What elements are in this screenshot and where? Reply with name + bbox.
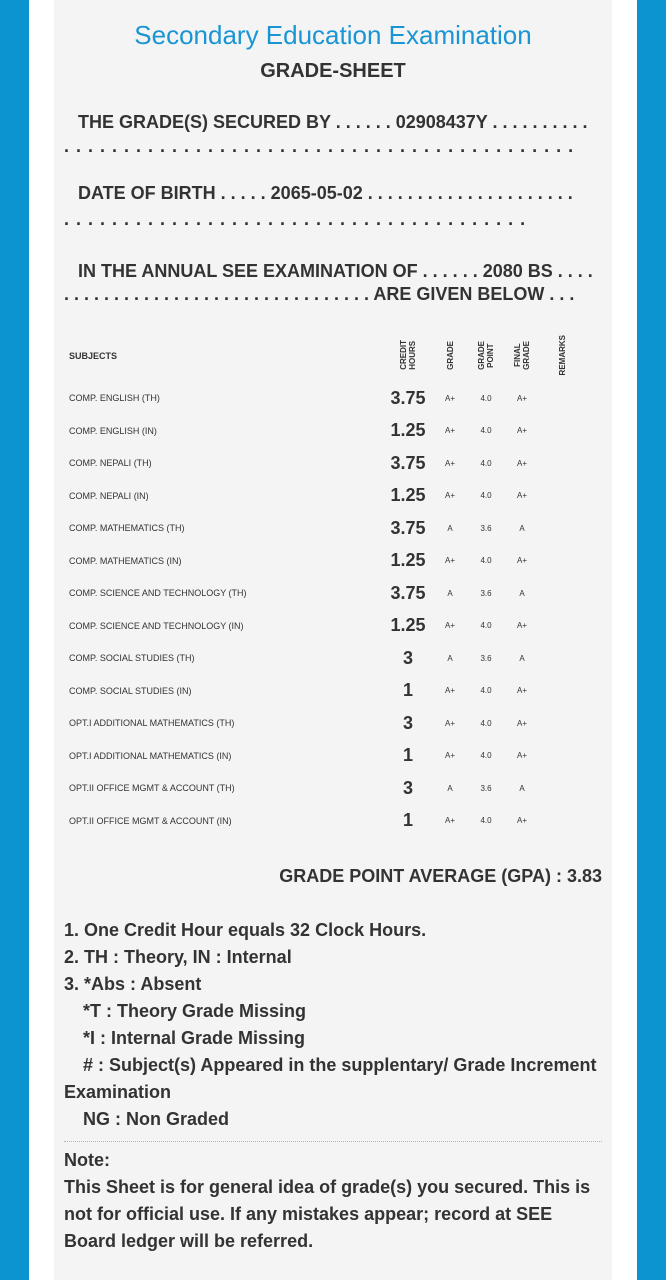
exam-continuation bbox=[64, 282, 602, 306]
grade-point: 4.0 bbox=[480, 556, 492, 566]
credit-hours: 3.75 bbox=[390, 582, 426, 603]
final-grade: A bbox=[519, 783, 525, 793]
subject-name: COMP. MATHEMATICS (IN) bbox=[69, 555, 182, 566]
credit-hours: 1 bbox=[402, 745, 413, 766]
final-grade: A+ bbox=[516, 621, 527, 631]
subject-name: COMP. SCIENCE AND TECHNOLOGY (IN) bbox=[69, 620, 244, 631]
remarks bbox=[540, 512, 584, 545]
exam-suffix: . . . . bbox=[552, 261, 593, 281]
legend-item: *I : Internal Grade Missing bbox=[83, 1028, 306, 1048]
exam-year: 2080 BS bbox=[482, 261, 553, 281]
subject-name: COMP. NEPALI (IN) bbox=[69, 490, 149, 501]
final-grade: A+ bbox=[516, 718, 527, 728]
legend-item: NG : Non Graded bbox=[83, 1109, 230, 1129]
note-body: This Sheet is for general idea of grade(s) you secured. This is not for official use. If any mistakes appear; record at SEE Board ledger will be referred. bbox=[64, 1177, 591, 1251]
grade-point: 4.0 bbox=[480, 426, 492, 436]
remarks bbox=[540, 642, 584, 675]
note-heading: Note: bbox=[64, 1150, 110, 1170]
final-grade: A+ bbox=[516, 816, 527, 826]
header-grade-point bbox=[468, 330, 504, 382]
final-grade: A+ bbox=[516, 491, 527, 501]
credit-hours: 3.75 bbox=[390, 387, 426, 408]
credit-hours: 1 bbox=[402, 680, 413, 701]
subject-name: COMP. ENGLISH (IN) bbox=[69, 425, 157, 436]
grade-point: 4.0 bbox=[480, 718, 492, 728]
dob-value: 2065-05-02 bbox=[270, 183, 363, 203]
final-grade: A+ bbox=[516, 458, 527, 468]
secured-by-suffix: . . . . . . . . . . bbox=[487, 112, 588, 132]
table-row bbox=[64, 675, 584, 708]
legend-item: # : Subject(s) Appeared in the supplentary/ Grade Increment bbox=[83, 1055, 597, 1075]
page-title: Secondary Education Examination bbox=[134, 20, 532, 50]
header-subjects: SUBJECTS bbox=[69, 351, 118, 361]
table-row bbox=[64, 447, 584, 480]
grade-point: 4.0 bbox=[480, 491, 492, 501]
header-remarks-label: REMARKS bbox=[557, 334, 567, 376]
dob-prefix: DATE OF BIRTH . . . . . bbox=[78, 183, 271, 203]
table-row bbox=[64, 382, 584, 415]
subject-name: COMP. SOCIAL STUDIES (TH) bbox=[69, 653, 195, 664]
grade-point: 3.6 bbox=[480, 783, 492, 793]
credit-hours: 1.25 bbox=[390, 485, 426, 506]
table-row bbox=[64, 740, 584, 773]
subject-name: COMP. NEPALI (TH) bbox=[69, 458, 152, 469]
final-grade: A+ bbox=[516, 556, 527, 566]
grade-point: 4.0 bbox=[480, 458, 492, 468]
left-side-bar bbox=[0, 0, 29, 1280]
header-grade-point-label: GRADE POINT bbox=[477, 340, 495, 370]
remarks bbox=[540, 480, 584, 513]
grade: A+ bbox=[444, 751, 455, 761]
remarks bbox=[540, 805, 584, 838]
grade-point: 4.0 bbox=[480, 686, 492, 696]
final-grade: A bbox=[519, 588, 525, 598]
grade: A bbox=[447, 653, 453, 663]
secured-by-prefix: THE GRADE(S) SECURED BY . . . . . . bbox=[78, 112, 396, 132]
credit-hours: 1 bbox=[402, 810, 413, 831]
table-row bbox=[64, 415, 584, 448]
grade: A+ bbox=[444, 393, 455, 403]
legend-item: *T : Theory Grade Missing bbox=[83, 1001, 307, 1021]
table-row bbox=[64, 805, 584, 838]
table-row bbox=[64, 545, 584, 578]
grade: A+ bbox=[444, 491, 455, 501]
grade: A+ bbox=[444, 426, 455, 436]
legend-item: 2. TH : Theory, IN : Internal bbox=[64, 947, 292, 967]
remarks bbox=[540, 577, 584, 610]
grade-point: 3.6 bbox=[480, 653, 492, 663]
subject-name: COMP. MATHEMATICS (TH) bbox=[69, 523, 185, 534]
final-grade: A+ bbox=[516, 426, 527, 436]
remarks bbox=[540, 772, 584, 805]
final-grade: A bbox=[519, 653, 525, 663]
header-grade-label: GRADE bbox=[445, 340, 455, 370]
header-remarks bbox=[540, 330, 584, 382]
grade-point: 4.0 bbox=[480, 621, 492, 631]
remarks bbox=[540, 610, 584, 643]
table-row bbox=[64, 512, 584, 545]
dob-continuation: . . . . . . . . . . . . . . . . . . . . . . . . . . . . . . . . . . . . . . . bbox=[64, 209, 527, 229]
grade: A+ bbox=[444, 621, 455, 631]
table-row bbox=[64, 577, 584, 610]
remarks bbox=[540, 382, 584, 415]
credit-hours: 3.75 bbox=[390, 517, 426, 538]
right-side-bar bbox=[637, 0, 666, 1280]
grade: A bbox=[447, 523, 453, 533]
final-grade: A+ bbox=[516, 751, 527, 761]
final-grade: A+ bbox=[516, 686, 527, 696]
legend-item: 3. *Abs : Absent bbox=[64, 974, 202, 994]
legend-list bbox=[64, 917, 602, 1133]
header-final-grade bbox=[504, 330, 540, 382]
table-row bbox=[64, 772, 584, 805]
credit-hours: 1.25 bbox=[390, 420, 426, 441]
header-final-grade-label: FINAL GRADE bbox=[513, 340, 531, 370]
header-credit-hours-label: CREDIT HOURS bbox=[399, 340, 417, 370]
grade-point: 3.6 bbox=[480, 588, 492, 598]
grade: A+ bbox=[444, 556, 455, 566]
grade: A+ bbox=[444, 458, 455, 468]
remarks bbox=[540, 707, 584, 740]
remarks bbox=[540, 740, 584, 773]
dob-line bbox=[64, 181, 602, 205]
header-grade bbox=[432, 330, 468, 382]
final-grade: A bbox=[519, 523, 525, 533]
note-divider bbox=[64, 1141, 602, 1142]
table-header-row bbox=[64, 330, 584, 382]
table-row bbox=[64, 642, 584, 675]
table-row bbox=[64, 610, 584, 643]
grade-point: 3.6 bbox=[480, 523, 492, 533]
credit-hours: 1.25 bbox=[390, 615, 426, 636]
credit-hours: 1.25 bbox=[390, 550, 426, 571]
sheet-subtitle: GRADE-SHEET bbox=[260, 60, 406, 82]
subject-name: COMP. ENGLISH (TH) bbox=[69, 393, 160, 404]
gpa-summary: GRADE POINT AVERAGE (GPA) : 3.83 bbox=[279, 866, 602, 886]
table-row bbox=[64, 480, 584, 513]
grade: A+ bbox=[444, 816, 455, 826]
grade-point: 4.0 bbox=[480, 393, 492, 403]
remarks bbox=[540, 447, 584, 480]
credit-hours: 3 bbox=[402, 712, 413, 733]
subject-name: OPT.I ADDITIONAL MATHEMATICS (TH) bbox=[69, 718, 235, 729]
credit-hours: 3 bbox=[402, 777, 413, 798]
remarks bbox=[540, 545, 584, 578]
exam-continuation-text: ARE GIVEN BELOW . . . bbox=[373, 284, 575, 304]
exam-prefix: IN THE ANNUAL SEE EXAMINATION OF . . . . . . bbox=[78, 261, 483, 281]
grade: A+ bbox=[444, 718, 455, 728]
dob-suffix: . . . . . . . . . . . . . . . . . . . . . bbox=[362, 183, 573, 203]
grade-sheet bbox=[54, 0, 612, 1280]
header-credit-hours bbox=[384, 330, 432, 382]
remarks bbox=[540, 415, 584, 448]
subject-name: COMP. SCIENCE AND TECHNOLOGY (TH) bbox=[69, 588, 247, 599]
remarks bbox=[540, 675, 584, 708]
grade: A bbox=[447, 588, 453, 598]
final-grade: A+ bbox=[516, 393, 527, 403]
symbol-number: 02908437Y bbox=[395, 112, 488, 132]
exam-continuation-dots: . . . . . . . . . . . . . . . . . . . . . . . . . . . . . . . bbox=[64, 284, 374, 304]
grades-table bbox=[64, 330, 584, 837]
legend-item: 1. One Credit Hour equals 32 Clock Hours. bbox=[64, 920, 427, 940]
credit-hours: 3.75 bbox=[390, 452, 426, 473]
subject-name: COMP. SOCIAL STUDIES (IN) bbox=[69, 685, 192, 696]
grade-point: 4.0 bbox=[480, 751, 492, 761]
grade: A bbox=[447, 783, 453, 793]
secured-by-continuation: . . . . . . . . . . . . . . . . . . . . . . . . . . . . . . . . . . . . . . . . . . . bbox=[64, 136, 575, 156]
table-row bbox=[64, 707, 584, 740]
exam-line bbox=[64, 259, 602, 283]
subject-name: OPT.II OFFICE MGMT & ACCOUNT (IN) bbox=[69, 815, 232, 826]
secured-by-line bbox=[64, 110, 602, 134]
legend-item-continuation: Examination bbox=[64, 1082, 172, 1102]
credit-hours: 3 bbox=[402, 647, 413, 668]
grade: A+ bbox=[444, 686, 455, 696]
grade-point: 4.0 bbox=[480, 816, 492, 826]
subject-name: OPT.I ADDITIONAL MATHEMATICS (IN) bbox=[69, 750, 232, 761]
subject-name: OPT.II OFFICE MGMT & ACCOUNT (TH) bbox=[69, 783, 235, 794]
